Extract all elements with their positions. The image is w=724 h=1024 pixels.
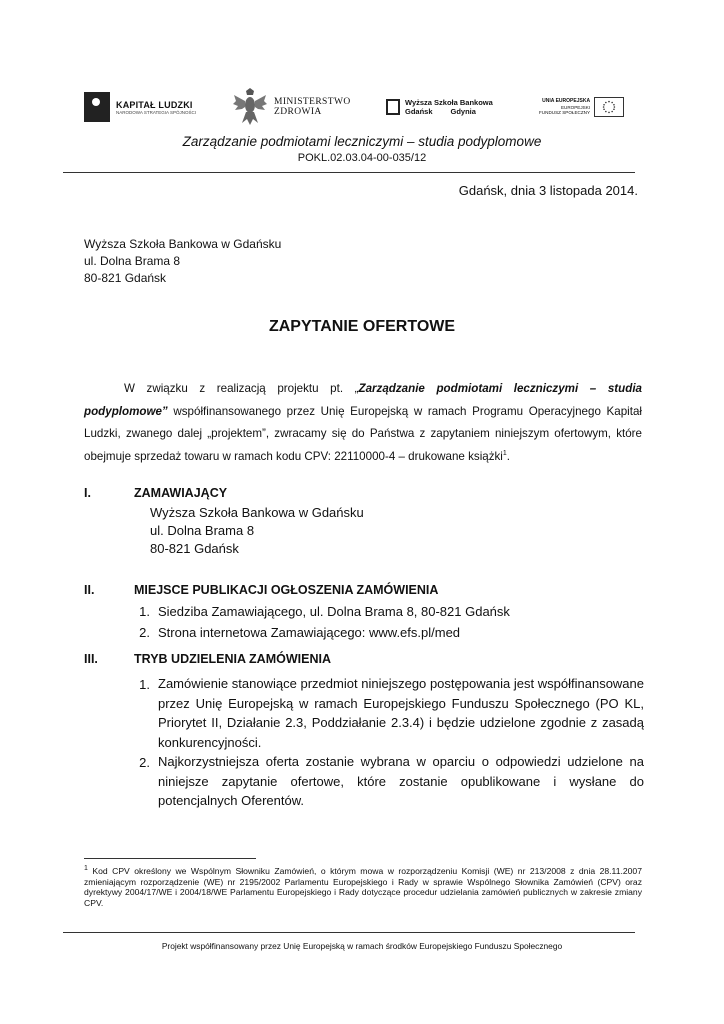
- footnote-ref: 1: [502, 449, 507, 457]
- list-item: [84, 622, 644, 643]
- ue-line3: FUNDUSZ SPOŁECZNY: [539, 110, 591, 116]
- wsb-logo: [386, 86, 496, 128]
- section-miejsce-publikacji: [84, 583, 644, 643]
- project-name: Zarządzanie podmiotami leczniczymi – studia podyplomowe”: [84, 382, 642, 418]
- list-number: 2.: [139, 625, 150, 640]
- intro-text-3: .: [506, 449, 511, 463]
- address-line: 80-821 Gdańsk: [150, 541, 239, 556]
- kapital-ludzki-icon: [84, 92, 110, 122]
- list-text: Strona internetowa Zamawiającego: www.efs.pl/med: [158, 625, 461, 640]
- address-line: ul. Dolna Brama 8: [84, 254, 181, 268]
- kapital-ludzki-name: KAPITAŁ LUDZKI: [116, 99, 193, 110]
- header-divider: [63, 172, 635, 173]
- wsb-name: Wyższa Szkoła Bankowa: [405, 98, 493, 107]
- list-text: Siedziba Zamawiającego, ul. Dolna Brama 8, 80-821 Gdańsk: [158, 604, 510, 619]
- document-date: Gdańsk, dnia 3 listopada 2014.: [458, 183, 638, 198]
- wsb-city-gdansk: Gdańsk: [405, 107, 433, 116]
- section-title: ZAMAWIAJĄCY: [134, 486, 228, 500]
- section-title: TRYB UDZIELENIA ZAMÓWIENIA: [134, 652, 331, 666]
- list-text: Zamówienie stanowiące przedmiot niniejszego postępowania jest współfinansowane przez Unię Europejską w ramach Europejskiego Funduszu Społecznego (PO KL, Priorytet II, Działanie 2.3, Poddziałanie 2.3.4) i będzie udzielone zgodnie z zasadą konkurencyjności.: [158, 676, 644, 750]
- list-item: [84, 674, 644, 752]
- footnote-divider: [84, 858, 256, 859]
- kapital-ludzki-logo: [84, 86, 214, 128]
- document-title: ZAPYTANIE OFERTOWE: [268, 318, 456, 335]
- intro-text-2: współfinansowanego przez Unię Europejską w ramach Programu Operacyjnego Kapitał Ludzki, zwanego dalej „projektem”, zwracamy się do Państwa z zapytaniem niniejszym ofertowym, które obejmuje sprzedaż towaru w ramach kodu CPV: 22110000-4 – drukowane książki: [84, 404, 642, 463]
- list-number: 1.: [139, 677, 150, 692]
- ministerstwo-zdrowia-logo: [232, 86, 352, 128]
- address-line: Wyższa Szkoła Bankowa w Gdańsku: [150, 505, 364, 520]
- kapital-ludzki-sub: NARODOWA STRATEGIA SPÓJNOŚCI: [116, 109, 197, 115]
- list-number: 1.: [139, 604, 150, 619]
- page-footer: Projekt współfinansowany przez Unię Europejską w ramach środków Europejskiego Funduszu Społecznego: [161, 941, 563, 951]
- ministerstwo-line1: MINISTERSTWO: [274, 97, 351, 107]
- recipient-address: [84, 236, 281, 287]
- list-item: [84, 752, 644, 811]
- address-line: ul. Dolna Brama 8: [150, 523, 255, 538]
- course-code: POKL.02.03.04-00-035/12: [297, 152, 427, 164]
- intro-text-1: W związku z realizacją projektu pt. „: [124, 382, 359, 395]
- eu-flag-icon: [594, 97, 624, 117]
- section-number: III.: [84, 652, 98, 666]
- ue-line2: EUROPEJSKI: [560, 104, 591, 110]
- section-number: II.: [84, 583, 95, 597]
- section-tryb-udzielenia: [84, 652, 644, 811]
- eagle-emblem-icon: [232, 87, 268, 127]
- wsb-city-gdynia: Gdynia: [450, 107, 476, 116]
- footnote-text: Kod CPV określony we Wspólnym Słowniku Zamówień, o którym mowa w rozporządzeniu Komisji (WE) nr 213/2008 z dnia 28.11.2007 zmieniającym rozporządzenie (WE) nr 2195/2002 Parlamentu Europejskiego i Rady w sprawie Wspólnego Słownika Zamówień (CPV) oraz dyrektywy 2004/17/WE i 2004/18/WE Parlamentu Europejskiego i Rady dotyczące procedur udzielania zamówień publicznych w zakresie zmiany CPV.: [84, 866, 642, 908]
- footnote-mark: 1: [84, 865, 88, 873]
- intro-paragraph: [84, 378, 642, 468]
- section-zamawiajacy: [84, 486, 644, 558]
- address-line: 80-821 Gdańsk: [84, 271, 167, 285]
- footnote: [84, 866, 642, 908]
- wsb-icon: [386, 99, 400, 115]
- footer-divider: [63, 932, 635, 933]
- section-title: MIEJSCE PUBLIKACJI OGŁOSZENIA ZAMÓWIENIA: [134, 583, 439, 597]
- ministerstwo-line2: ZDROWIA: [274, 107, 322, 117]
- list-text: Najkorzystniejsza oferta zostanie wybrana w oparciu o odpowiedzi udzielone na niniejsze zapytanie ofertowe, które zostanie opublikowane i wysłane do potencjalnych Oferentów.: [158, 754, 644, 808]
- eu-logo: [539, 86, 644, 128]
- list-number: 2.: [139, 755, 150, 770]
- list-item: [84, 601, 644, 622]
- course-title: Zarządzanie podmiotami leczniczymi – studia podyplomowe: [182, 134, 542, 149]
- logo-bar: [84, 86, 644, 128]
- ue-line1: UNIA EUROPEJSKA: [542, 98, 591, 105]
- section-number: I.: [84, 486, 91, 500]
- address-line: Wyższa Szkoła Bankowa w Gdańsku: [84, 237, 282, 251]
